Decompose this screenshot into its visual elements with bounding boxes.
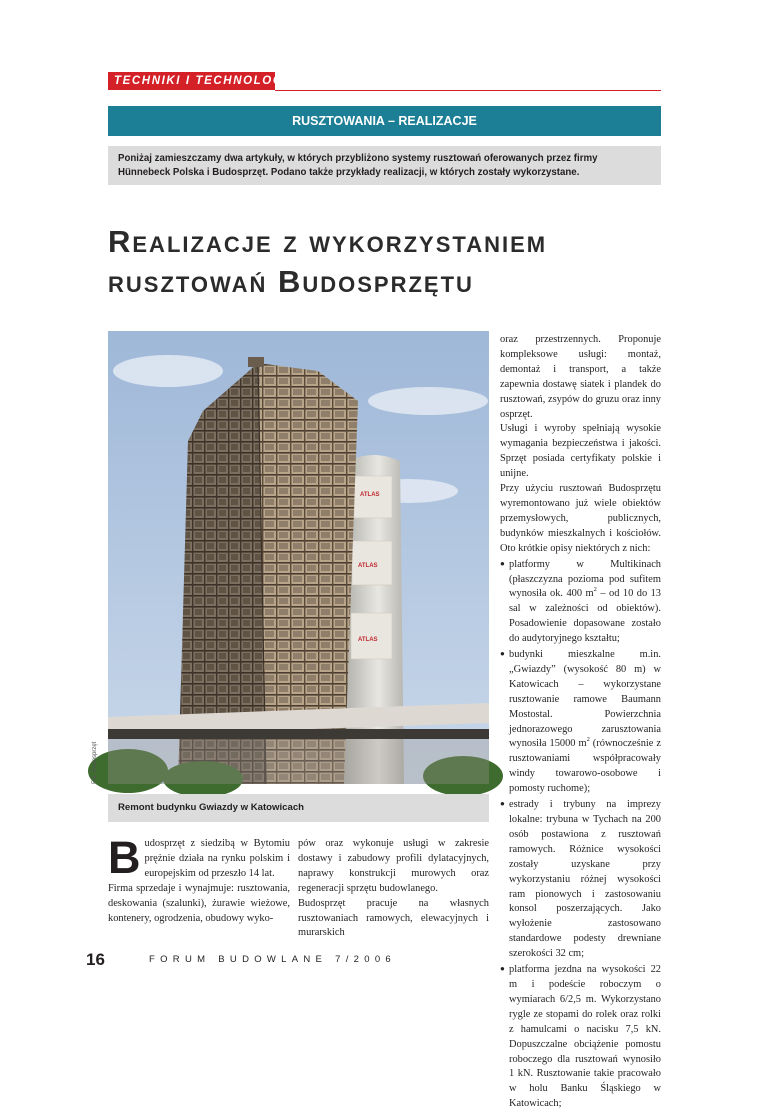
lead-paragraph: Poniżaj zamieszczamy dwa artykuły, w których przybliżono systemy rusztowań oferowanych przez firmy Hünnebeck Polska i Budosprzęt. Podano także przykłady realizacji, w których zostały wykorzystane. — [108, 146, 661, 185]
intro-paragraph — [108, 832, 290, 883]
intro-text: udosprzęt z siedzibą w Bytomiu prężnie działa na rynku polskim i europejskim od przeszło 14 lat. — [144, 838, 290, 879]
photo-credit: Fot. Budosprzęt — [92, 741, 98, 784]
bullet-icon: ● — [500, 964, 505, 974]
paragraph: Przy użyciu rusztowań Budosprzętu wyremontowano już wiele obiektów przemysłowych, publicznych, budynków mieszkalnych i kościołów. Oto krótkie opisy niektórych z nich: — [500, 483, 661, 554]
body-column-1 — [108, 832, 290, 926]
article-headline — [108, 222, 668, 302]
paragraph: pów oraz wykonuje usługi w zakresie dostawy i zabudowy profili dylatacyjnych, naprawy konstrukcji murowych oraz regeneracji sprzętu budowlanego. — [298, 838, 489, 894]
list-item: ● estrady i trybuny na imprezy lokalne: trybuna w Tychach na 200 osób postawiona z rusztowań ramowych. Różnice wysokości zostały uzyskane przy wykorzystaniu różnej wysokości ram pionowych i zastosowaniu konsol poszerzających. Jako wyłożenie zastosowano standardowe podesty drewniane szerokości 32 cm; — [500, 799, 661, 960]
page-number: 16 — [86, 950, 105, 969]
bullet-icon: ● — [500, 799, 505, 809]
list-item: ● budynki mieszkalne m.in. „Gwiazdy” (wysokość 80 m) w Katowicach – wykorzystane rusztowanie ramowe Baumann Mostostal. Powierzchnia jednorazowego zarusztowania wynosiła 15000 $m^2$ (równocześnie z rusztowaniami współpracowały windy towarowo-osobowe i pomosty ruchome); — [500, 649, 661, 795]
banner-text-atlas: ATLAS — [358, 637, 378, 643]
paragraph: Budosprzęt pracuje na własnych rusztowaniach ramowych, elewacyjnych i murarskich — [298, 897, 489, 939]
list-item: ● platformy w Multikinach (płaszczyzna pozioma pod sufitem wynosiła ok. 400 $m^2$ – od 10 do 13 sal w zależności od obiektów). Posadowienie dopasowane zostało do audytoryjnego kształtu; — [500, 558, 661, 645]
photo-caption: Remont budynku Gwiazdy w Katowicach — [108, 794, 489, 822]
banner-text-atlas: ATLAS — [358, 563, 378, 569]
body-column-2 — [298, 837, 489, 941]
paragraph: Firma sprzedaje i wynajmuje: rusztowania, deskowania (szalunki), żurawie wieżowe, kontenery, ogrodzenia, obudowy wyko- — [108, 882, 290, 924]
drop-cap: B — [108, 832, 141, 883]
building-photo — [108, 331, 489, 784]
list-item: ● platforma jezdna na wysokości 22 m i podeście roboczym o wymiarach 6/2,5 m. Wykorzystano rygle ze stopami do rolek oraz rolki z hamulcami o nacisku 7,5 kN. Dopuszczalne obciążenie pomostu roboczego dla rusztowań wynosiło 1 kN. Rusztowanie takie pracowało w holu Banku Śląskiego w Katowicach; — [500, 964, 661, 1110]
section-banner: RUSZTOWANIA – REALIZACJE — [108, 106, 661, 136]
headline-line-2: rusztowań Budosprzętu — [108, 264, 474, 299]
magazine-name: FORUM BUDOWLANE 7/2006 — [149, 954, 396, 965]
paragraph: Usługi i wyroby spełniają wysokie wymagania bezpieczeństwa i jakości. Sprzęt posiada certyfikaty polskie i unijne. — [500, 423, 661, 480]
paragraph: oraz przestrzennych. Proponuje kompleksowe usługi: montaż, demontaż i transport, a także zapewnia dostawę siatek i plandek do rusztowań, zsypów do gruzu oraz inny osprzęt. — [500, 334, 661, 420]
bullet-icon: ● — [500, 558, 505, 568]
banner-text-atlas: ATLAS — [360, 492, 380, 498]
bullet-icon: ● — [500, 649, 505, 659]
section-rule — [275, 90, 661, 91]
section-tag: TECHNIKI I TECHNOLOGIE — [108, 72, 275, 90]
headline-line-1: Realizacje z wykorzystaniem — [108, 224, 548, 259]
body-column-3 — [500, 333, 661, 1112]
